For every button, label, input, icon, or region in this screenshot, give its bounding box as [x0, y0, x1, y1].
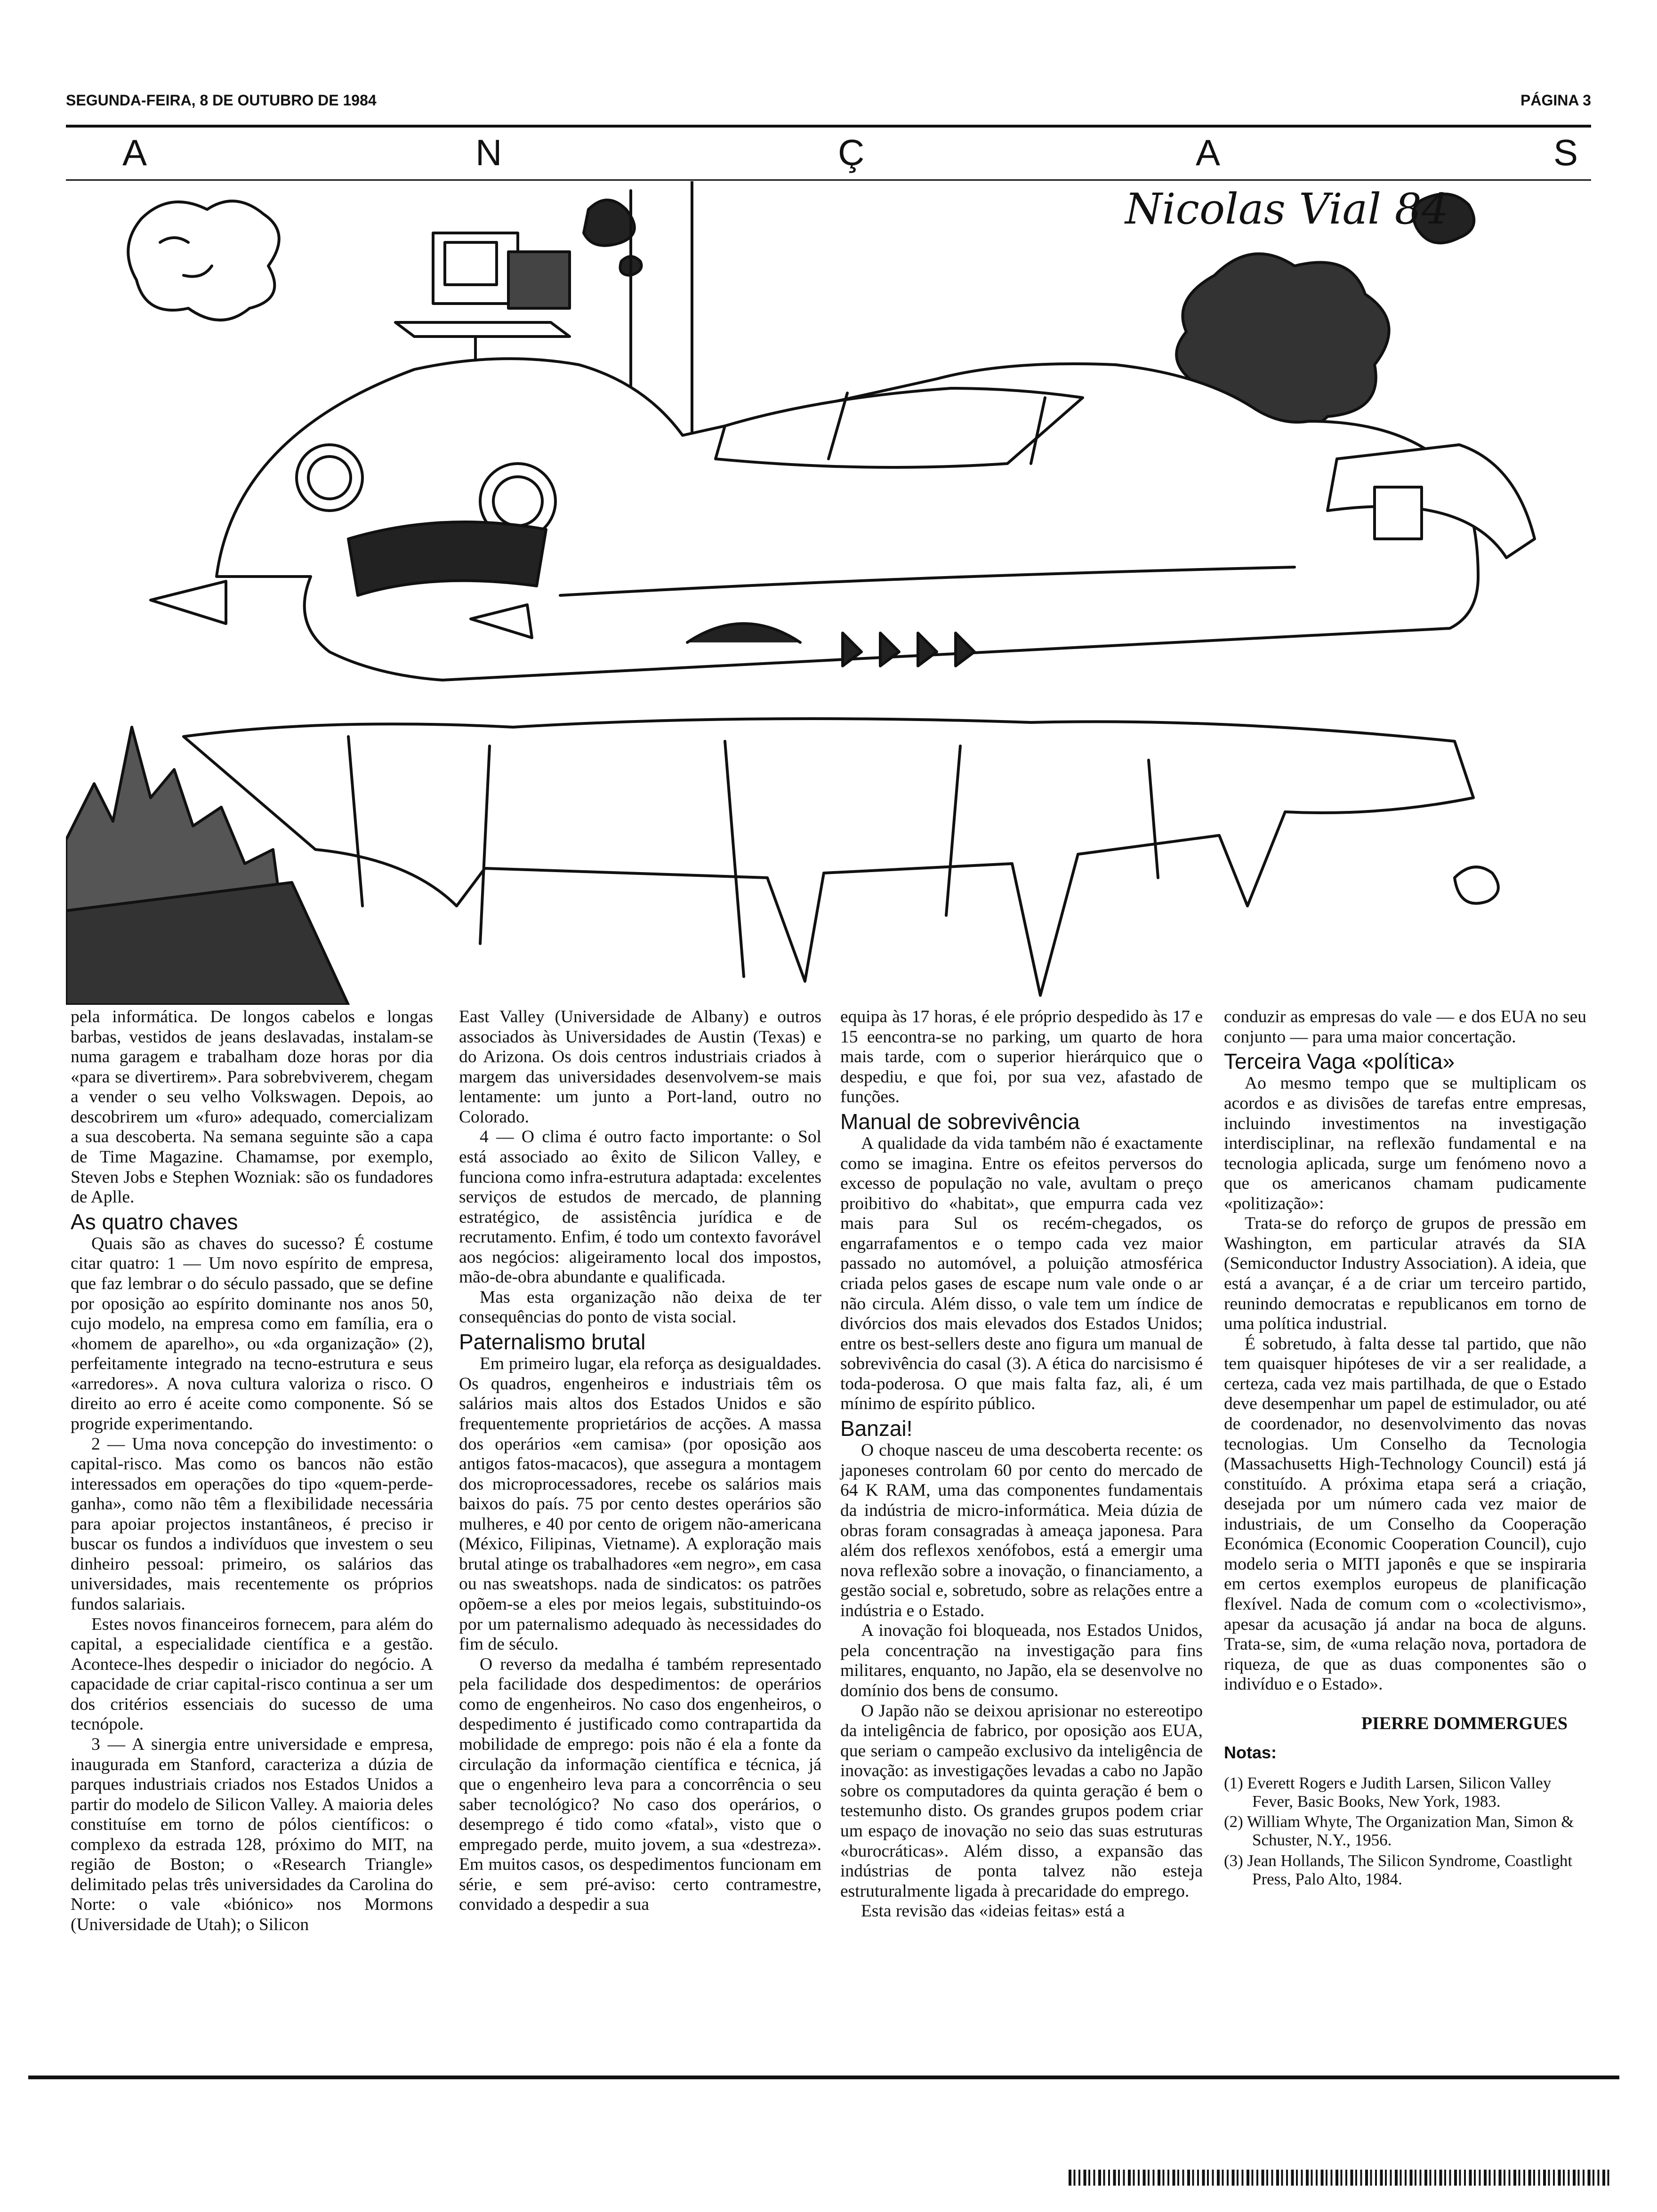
barcode-bar [1133, 2170, 1135, 2186]
barcode-bar [1138, 2170, 1140, 2186]
barcode-bar [1553, 2170, 1555, 2186]
subheading: Manual de sobrevivência [840, 1109, 1080, 1134]
barcode-bar [1262, 2170, 1264, 2186]
barcode-bar [1103, 2170, 1105, 2186]
barcode-bar [1108, 2170, 1110, 2186]
barcode-bar [1558, 2170, 1561, 2186]
barcode-bar [1316, 2170, 1318, 2186]
barcode-bar [1370, 2170, 1372, 2186]
paragraph: Trata-se do reforço de grupos de pressão em Washington, em particular através da SIA (Semiconductor Industry Association). A ideia, que está a avançar, é a de criar um terceiro partido, reunindo democratas e republicanos em torno de uma política industrial. [1224, 1214, 1586, 1334]
paragraph: A qualidade da vida também não é exactamente como se imagina. Entre os efeitos perversos do excesso de população no vale, avultam o preço proibitivo do «habitat», que empurra cada vez mais para Sul os recém-chegados, os engarrafamentos e o tempo cada vez maior passado no automóvel, a poluição atmosférica criada pelos gases de escape num vale onde o ar não circula. Além disso, o vale tem um índice de divórcios dos mais elevados dos Estados Unidos; entre os best-sellers deste ano figura um manual de sobrevivência do casal (3). A ética do narcisismo é toda-poderosa. O que mais falta faz, ali, é um mínimo de espírito público. [840, 1134, 1203, 1414]
barcode-bar [1113, 2170, 1116, 2186]
barcode-bar [1341, 2170, 1343, 2186]
subheading: Banzai! [840, 1416, 913, 1441]
barcode-bar [1256, 2170, 1258, 2186]
barcode-bar [1598, 2170, 1600, 2186]
barcode-bar [1148, 2170, 1150, 2186]
barcode-bar [1588, 2170, 1591, 2186]
barcode-bar [1583, 2170, 1585, 2186]
barcode-bar [1405, 2170, 1407, 2186]
barcode-strip [1069, 2165, 1615, 2188]
paragraph: A inovação foi bloqueada, nos Estados Unidos, pela concentração na investigação para fins militares, enquanto, no Japão, ela se desenvolve no domínio dos bens de consumo. [840, 1621, 1203, 1701]
barcode-bar [1440, 2170, 1442, 2186]
barcode-bar [1395, 2170, 1398, 2186]
barcode-bar [1568, 2170, 1570, 2186]
paragraph: É sobretudo, à falta desse tal partido, que não tem quaisquer hipóteses de vir a ser realidade, a certeza, cada vez mais partilhada, de que o Estado deve desempenhar um papel de estimulador, ou até de coordenador, no desenvolvimento das novas tecnologias. Um Conselho da Tecnologia (Massachusetts High-Technology Council) está já constituído. A próxima etapa será a criação, desejada por um número cada vez maior de industriais, de um Conselho da Cooperação Económica (Economic Cooperation Council), cujo modelo seria o MITI japonês e que se inspiraria em certos exemplos europeus de planificação flexível. Nada de comum com o «colectivismo», apesar da acusação já andar na boca de alguns. Trata-se, sim, de «uma relação nova, portadora de riqueza, de que as duas componentes são o indivíduo e o Estado». [1224, 1334, 1586, 1694]
paragraph: Esta revisão das «ideias feitas» está a [861, 1901, 1125, 1921]
barcode-bar [1158, 2170, 1160, 2186]
subheading: As quatro chaves [71, 1209, 238, 1234]
paragraph: O Japão não se deixou aprisionar no estereotipo da inteligência de fabrico, por oposição aos EUA, que seriam o campeão exclusivo da inteligência de inovação: as investigações levadas a cabo no Japão sobre os computadores da quinta geração é bem o testemunho disto. Os grandes grupos podem criar um espaço de inovação no seio das suas estruturas «burocráticas». Além disso, a expansão das indústrias de ponta talvez não esteja estruturalmente ligada à precaridade do emprego. [840, 1701, 1203, 1901]
barcode-bar [1360, 2170, 1362, 2186]
barcode-bar [1444, 2170, 1446, 2186]
footnote: (3) Jean Hollands, The Silicon Syndrome, Coastlight Press, Palo Alto, 1984. [1224, 1851, 1573, 1888]
barcode-bar [1365, 2170, 1368, 2186]
barcode-bar [1449, 2170, 1451, 2186]
barcode-bar [1276, 2170, 1279, 2186]
page-number: PÁGINA 3 [1520, 92, 1591, 109]
section-letter: S [1553, 132, 1578, 173]
barcode-bar [1494, 2170, 1496, 2186]
barcode-bar [1173, 2170, 1175, 2186]
barcode-bar [1420, 2170, 1422, 2186]
barcode-bar [1197, 2170, 1199, 2186]
barcode-bar [1074, 2170, 1076, 2186]
barcode-bar [1098, 2170, 1101, 2186]
barcode-bar [1548, 2170, 1550, 2186]
barcode-bar [1311, 2170, 1313, 2186]
barcode-bar [1286, 2170, 1288, 2186]
cartoon-illustration [66, 181, 1591, 1005]
barcode-bar [1578, 2170, 1580, 2186]
barcode-bar [1281, 2170, 1283, 2186]
barcode-bar [1543, 2170, 1546, 2186]
barcode-bar [1237, 2170, 1239, 2186]
barcode-bar [1331, 2170, 1333, 2186]
barcode-bar [1232, 2170, 1235, 2186]
subheading: Paternalismo brutal [459, 1330, 646, 1354]
barcode-bar [1504, 2170, 1505, 2186]
article-column-1 [71, 1007, 433, 1935]
barcode-bar [1182, 2170, 1184, 2186]
barcode-bar [1573, 2170, 1576, 2186]
barcode-bar [1088, 2170, 1090, 2186]
paragraph: 2 — Uma nova concepção do investimento: o capital-risco. Mas como os bancos não estão interessados em operações do tipo «quem-perde-ganha», como não têm a flexibilidade necessária para apoiar projectos instantâneos, é preciso ir buscar os fundos a indivíduos que investem o seu dinheiro pessoal: primeiro, os salários das universidades, mais recentemente os próprios fundos salariais. [71, 1434, 433, 1614]
barcode-bar [1351, 2170, 1353, 2186]
barcode-bar [1326, 2170, 1327, 2186]
paragraph: Quais são as chaves do sucesso? É costume citar quatro: 1 — Um novo espírito de empresa, que faz lembrar o do século passado, que se define por oposição ao espírito dominante nos anos 50, cujo modelo, na empresa como em família, era o «homem de aparelho», ou «da organização» (2), perfeitamente integrado na tecno-estrutura e seus «arredores». A nova cultura valoriza o risco. O direito ao erro é aceite como componente. Só se progride experimentando. [71, 1234, 433, 1434]
paragraph: East Valley (Universidade de Albany) e outros associados às Universidades de Austin (Texas) e do Arizona. Os dois centros industriais criados à margem das universidades desenvolvem-se mais lentamente: um junto a Port-land, outro no Colorado. [459, 1007, 821, 1127]
barcode-bar [1296, 2170, 1298, 2186]
barcode-bar [1390, 2170, 1392, 2186]
footnote: (2) William Whyte, The Organization Man, Simon & Schuster, N.Y., 1956. [1224, 1812, 1574, 1850]
barcode-bar [1479, 2170, 1481, 2186]
barcode-bar [1489, 2170, 1491, 2186]
barcode-bar [1306, 2170, 1309, 2186]
barcode-bar [1499, 2170, 1502, 2186]
barcode-bar [1464, 2170, 1466, 2186]
barcode-bar [1069, 2170, 1071, 2186]
barcode-bar [1593, 2170, 1594, 2186]
page-header [66, 87, 1591, 115]
section-letter: A [1196, 132, 1221, 173]
barcode-bar [1291, 2170, 1294, 2186]
barcode-bar [1484, 2170, 1487, 2186]
barcode-bar [1094, 2170, 1095, 2186]
paragraph: equipa às 17 horas, é ele próprio despedido às 17 e 15 eencontra-se no parking, um quarto de hora mais tarde, com o superior hierárquico que o despediu, e que foi, por sua vez, afastado de funções. [840, 1007, 1203, 1107]
issue-date: SEGUNDA-FEIRA, 8 DE OUTUBRO DE 1984 [66, 92, 377, 109]
barcode-bar [1513, 2170, 1516, 2186]
barcode-bar [1345, 2170, 1347, 2186]
barcode-bar [1128, 2170, 1131, 2186]
barcode-bar [1410, 2170, 1413, 2186]
barcode-bar [1523, 2170, 1525, 2186]
paragraph: 4 — O clima é outro facto importante: o Sol está associado ao êxito de Silicon Valley, e funciona como infra-estrutura adaptada: excelentes serviços de estudos de mercado, de planning estratégico, de assistência jurídica e de recrutamento. Enfim, é todo um contexto favorável aos negócios: aligeiramento local dos impostos, mão-de-obra abundante e qualificada. [459, 1127, 821, 1287]
article-column-2 [459, 1007, 821, 1915]
paragraph: conduzir as empresas do vale — e dos EUA no seu conjunto — para uma maior concertação. [1224, 1007, 1586, 1047]
barcode-bar [1242, 2170, 1244, 2186]
paragraph: pela informática. De longos cabelos e longas barbas, vestidos de jeans deslavadas, instalam-se numa garagem e trabalham doze horas por dia «para se divertirem». Para sobrebviverem, chegam a vender o seu velho Volkswagen. Depois, ao descobrirem um «furo» adequado, comercializam a sua descoberta. Na semana seguinte são a capa de Time Magazine. Chamamse, por exemplo, Steven Jobs e Stephen Wozniak: são os fundadores de Aplle. [71, 1007, 433, 1207]
barcode-bar [1247, 2170, 1249, 2186]
barcode-bar [1538, 2170, 1540, 2186]
barcode-bar [1192, 2170, 1194, 2186]
barcode-bar [1415, 2170, 1416, 2186]
barcode-bar [1118, 2170, 1120, 2186]
footnote: (1) Everett Rogers e Judith Larsen, Silicon Valley Fever, Basic Books, New York, 1983. [1224, 1773, 1552, 1811]
barcode-bar [1212, 2170, 1214, 2186]
barcode-bar [1222, 2170, 1224, 2186]
paragraph: Mas esta organização não deixa de ter consequências do ponto de vista social. [459, 1287, 821, 1327]
barcode-bar [1321, 2170, 1324, 2186]
barcode-bar [1187, 2170, 1190, 2186]
barcode-bar [1123, 2170, 1125, 2186]
barcode-bar [1533, 2170, 1535, 2186]
barcode-bar [1380, 2170, 1383, 2186]
illustrator-signature: Nicolas Vial 84 [1125, 184, 1449, 234]
barcode-bar [1163, 2170, 1165, 2186]
barcode-bar [1252, 2170, 1254, 2186]
paragraph: Ao mesmo tempo que se multiplicam os acordos e as divisões de tarefas entre empresas, incluindo investimentos na investigação interdisciplinar, na reflexão fundamental e na tecnologia aplicada, surge um fenómeno novo a que os americanos chamam pudicamente «politização»: [1224, 1074, 1586, 1213]
barcode-bar [1608, 2170, 1609, 2186]
barcode-bar [1301, 2170, 1303, 2186]
paragraph: O reverso da medalha é também representado pela facilidade dos despedimentos: de operários como de engenheiros. No caso dos engenheiros, o despedimento é justificado como contrapartida da mobilidade de emprego: pois não é ela a fonte da circulação da informação científica e técnica, já que o engenheiro leva para a concorrência o seu saber tecnológico? No caso dos operários, o desemprego é tido como «fatal», visto que o empregado perde, muito jovem, a sua «destreza». Em muitos casos, os despedimentos funcionam em série, e sem pré-aviso: certo contramestre, convidado a despedir a sua [459, 1654, 821, 1915]
barcode-bar [1177, 2170, 1179, 2186]
barcode-bar [1143, 2170, 1146, 2186]
section-letter: N [475, 132, 502, 173]
barcode-bar [1528, 2170, 1531, 2186]
barcode-bar [1078, 2170, 1080, 2186]
barcode-bar [1355, 2170, 1357, 2186]
barcode-bar [1227, 2170, 1229, 2186]
notes-title: Notas: [1224, 1742, 1277, 1762]
barcode-bar [1424, 2170, 1427, 2186]
paragraph: O choque nasceu de uma descoberta recente: os japoneses controlam 60 por cento do mercado de 64 K RAM, uma das componentes fundamentais da indústria de micro-informática. Meia dúzia de obras foram consagradas à ameaça japonesa. Para além dos reflexos xenófobos, está a emergir uma nova reflexão sobre a inovação, o financiamento, a gestão social e, sobretudo, sobre as relações entre a indústria e o Estado. [840, 1441, 1203, 1620]
article-column-4 [1224, 1007, 1586, 1890]
barcode-bar [1153, 2170, 1155, 2186]
paragraph: Estes novos financeiros fornecem, para além do capital, a especialidade científica e a gestão. Acontece-lhes despedir o iniciador do negócio. A capacidade de criar capital-risco continua a ser um dos critérios essenciais do sucesso de uma tecnópole. [71, 1614, 433, 1734]
barcode-bar [1400, 2170, 1402, 2186]
author-signature: PIERRE DOMMERGUES [1361, 1713, 1568, 1733]
paragraph: 3 — A sinergia entre universidade e empresa, inaugurada em Stanford, caracteriza a dúzia de parques industriais criados nos Estados Unidos a partir do modelo de Silicon Valley. A maioria deles constituíse em torno de pólos científicos: o complexo da estrada 128, próximo do MIT, na região de Boston; o «Research Triangle» delimitado pelas três universidades da Carolina do Norte: o vale «biónico» nos Mormons (Universidade de Utah); o Silicon [71, 1734, 433, 1935]
section-title-bar [66, 125, 1591, 181]
barcode-bar [1430, 2170, 1432, 2186]
barcode-bar [1469, 2170, 1472, 2186]
subheading: Terceira Vaga «política» [1224, 1049, 1455, 1074]
barcode-bar [1519, 2170, 1520, 2186]
barcode-bar [1084, 2170, 1086, 2186]
barcode-bar [1602, 2170, 1605, 2186]
barcode-bar [1563, 2170, 1565, 2186]
barcode-bar [1459, 2170, 1461, 2186]
barcode-bar [1217, 2170, 1220, 2186]
paragraph: Em primeiro lugar, ela reforça as desigualdades. Os quadros, engenheiros e industriais têm os salários mais altos dos Estados Unidos e são frequentemente proprietários de acções. A massa dos operários «em camisa» (por oposição aos antigos fatos-macacos), que assegura a montagem dos microprocessadores, recebe os salários mais baixos do país. 75 por cento destes operários são mulheres, e 40 por cento de origem não-americana (México, Filipinas, Vietname). A exploração mais brutal atinge os trabalhadores «em negro», em casa ou nas sweatshops. nada de sindicatos: os patrões opõem-se a eles por meios legais, substituindo-os por um paternalismo adequado às necessidades do fim de século. [459, 1354, 821, 1654]
barcode-bar [1454, 2170, 1457, 2186]
barcode-bar [1375, 2170, 1377, 2186]
section-letter: Ç [838, 132, 865, 173]
barcode-bar [1202, 2170, 1205, 2186]
bottom-rule [28, 2076, 1619, 2079]
barcode-bar [1335, 2170, 1338, 2186]
barcode-bar [1509, 2170, 1511, 2186]
barcode-bar [1167, 2170, 1169, 2186]
barcode-bar [1434, 2170, 1436, 2186]
barcode-bar [1385, 2170, 1387, 2186]
section-letter: A [122, 132, 147, 173]
barcode-bar [1474, 2170, 1476, 2186]
barcode-bar [1207, 2170, 1209, 2186]
article-column-3 [840, 1007, 1203, 1922]
barcode-bar [1271, 2170, 1273, 2186]
barcode-bar [1266, 2170, 1268, 2186]
